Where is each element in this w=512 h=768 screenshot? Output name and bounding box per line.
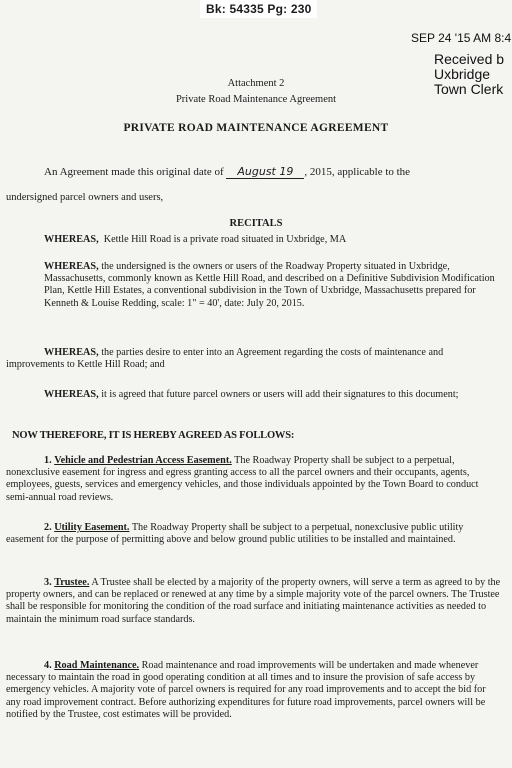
- section-heading: Trustee.: [54, 577, 90, 588]
- document-title: PRIVATE ROAD MAINTENANCE AGREEMENT: [123, 122, 389, 134]
- attachment-label: Attachment 2: [227, 78, 285, 89]
- recitals-heading: RECITALS: [229, 218, 283, 229]
- whereas-2: [44, 261, 500, 310]
- section-number: 3.: [44, 577, 52, 588]
- intro-line: [44, 166, 410, 179]
- section-text: The Roadway Property shall be subject to a perpetual, nonexclusive public utility easement for the purpose of permitting above and below ground public utilities to be installed and maintained.: [6, 522, 464, 546]
- book-page-stamp: Bk: 54335 Pg: 230: [200, 0, 317, 18]
- section-4: [6, 660, 502, 721]
- attachment-subtitle: Private Road Maintenance Agreement: [175, 94, 337, 105]
- whereas-1: [44, 234, 484, 246]
- section-2: [6, 522, 502, 546]
- whereas-text: the parties desire to enter into an Agreement regarding the costs of maintenance and improvements to Kettle Hill Road; and: [6, 347, 444, 371]
- intro-line-2: undersigned parcel owners and users,: [6, 192, 164, 203]
- section-number: 4.: [44, 660, 52, 671]
- received-line: Received b: [434, 51, 505, 67]
- whereas-label: WHEREAS,: [44, 347, 99, 358]
- section-heading: Utility Easement.: [54, 522, 130, 533]
- section-1: [6, 455, 502, 504]
- whereas-4: [6, 389, 500, 401]
- whereas-text: Kettle Hill Road is a private road situated in Uxbridge, MA: [103, 234, 347, 245]
- whereas-label: WHEREAS,: [44, 234, 99, 245]
- handwritten-date: August 19: [226, 166, 304, 179]
- section-text: Road maintenance and road improvements will be undertaken and made whenever necessary to maintain the road in good operating condition at all times and to insure the provision of safe access by emergency vehicles. A majority vote of parcel owners is required for any road improvements and to accept the bid for any road improvement contract. Before authorizing expenditures for future road improvements, parcel owners will be notified by the Trustee, cost estimates will be provided.: [6, 660, 486, 720]
- whereas-label: WHEREAS,: [44, 389, 99, 400]
- section-text: A Trustee shall be elected by a majority of the property owners, will serve a term as agreed to by the property owners, and can be replaced or renewed at any time by a simple majority vote of the parcel owners. The Trustee shall be responsible for monitoring the condition of the road surface and initiating maintenance activities as needed to maintain the minimum road surface standards.: [6, 577, 501, 625]
- intro-post: , 2015, applicable to the: [304, 166, 411, 178]
- received-line: Uxbridge: [434, 66, 491, 82]
- intro-pre: An Agreement made this original date of: [44, 166, 224, 178]
- section-heading: Road Maintenance.: [54, 660, 140, 671]
- section-heading: Vehicle and Pedestrian Access Easement.: [54, 455, 232, 466]
- now-therefore-heading: NOW THEREFORE, IT IS HEREBY AGREED AS FOLLOWS:: [12, 430, 295, 441]
- received-line: Town Clerk: [434, 81, 504, 97]
- received-date-stamp: SEP 24 '15 AM 8:4: [411, 31, 512, 45]
- whereas-text: the undersigned is the owners or users of the Roadway Property situated in Uxbridge, Massachusetts, commonly known as Kettle Hill Road, and described on a Definitive Subdivision Modification Plan, Kettle Hill Estates, a conventional subdivision in the Town of Uxbridge, Massachusetts prepared for Kenneth & Louise Redding, scale: 1" = 40', date: July 20, 2015.: [44, 261, 495, 309]
- whereas-text: it is agreed that future parcel owners or users will add their signatures to this document;: [101, 389, 459, 400]
- section-3: [6, 577, 502, 626]
- whereas-label: WHEREAS,: [44, 261, 99, 272]
- received-stamp: [434, 52, 504, 97]
- whereas-3: [6, 347, 500, 371]
- section-number: 2.: [44, 522, 52, 533]
- section-number: 1.: [44, 455, 52, 466]
- section-text: The Roadway Property shall be subject to a perpetual, nonexclusive easement for ingress and egress granting access to all the parcel owners and their occupants, agents, employees, guests, services and emergency vehicles, and those individuals appointed by the Town Board to conduct semi-annual road reviews.: [6, 455, 479, 503]
